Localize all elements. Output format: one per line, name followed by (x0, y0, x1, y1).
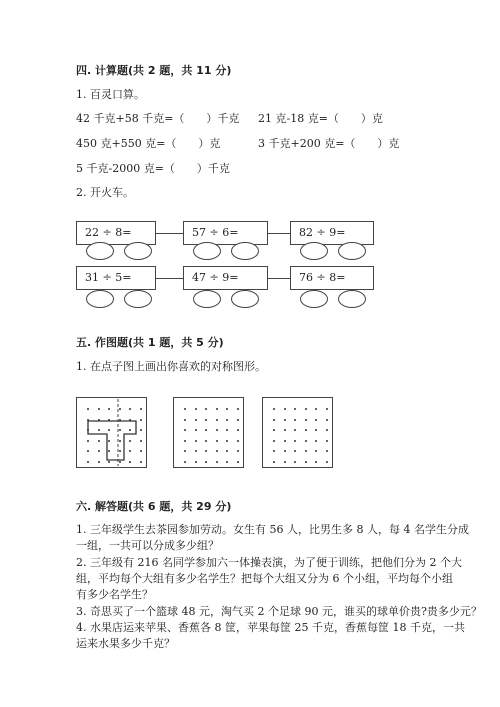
grid-dot (237, 450, 239, 452)
train-wheel (124, 290, 152, 308)
grid-dot (284, 429, 286, 431)
grid-dot (119, 440, 121, 442)
train-car: 47 ÷ 9= (183, 266, 268, 290)
word-problem-4 (76, 620, 465, 652)
section4-title: 四. 计算题(共 2 题，共 11 分) (76, 64, 232, 77)
grid-dot (294, 450, 296, 452)
grid-dot (294, 429, 296, 431)
problem-line: 3. 奇思买了一个篮球 48 元，淘气买 2 个足球 90 元，谁买的球单价贵?贵多少元？ (76, 605, 482, 618)
grid-dot (216, 440, 218, 442)
train-link (156, 278, 183, 279)
oral-question: 450 克+550 克=（ ）克 (76, 137, 221, 150)
dot-grid-example (76, 397, 147, 468)
train-wheel (193, 242, 221, 260)
grid-dot (129, 461, 131, 463)
grid-dot (87, 419, 89, 421)
grid-dot (119, 450, 121, 452)
problem-line: 4. 水果店运来苹果、香蕉各 8 筐，苹果每筐 25 千克，香蕉每筐 18 千克，一共 (76, 621, 465, 634)
grid-dot (195, 461, 197, 463)
grid-dot (305, 461, 307, 463)
grid-dot (284, 461, 286, 463)
train-link (156, 233, 183, 234)
grid-dot (305, 450, 307, 452)
grid-dot (273, 440, 275, 442)
train-car: 22 ÷ 8= (76, 221, 156, 245)
grid-dot (140, 408, 142, 410)
train-wheel (86, 290, 114, 308)
grid-dot (140, 429, 142, 431)
grid-dot (226, 450, 228, 452)
grid-dot (273, 429, 275, 431)
grid-dot (305, 429, 307, 431)
grid-dot (108, 450, 110, 452)
train-wheel (193, 290, 221, 308)
q1-label: 1. 百灵口算。 (76, 88, 145, 101)
grid-dot (315, 429, 317, 431)
grid-dot (98, 461, 100, 463)
grid-dot (119, 408, 121, 410)
grid-dot (129, 429, 131, 431)
grid-dot (315, 408, 317, 410)
oral-question: 42 千克+58 千克=（ ）千克 (76, 112, 240, 125)
grid-dot (119, 461, 121, 463)
grid-dot (326, 408, 328, 410)
grid-dot (205, 419, 207, 421)
grid-dot (195, 408, 197, 410)
train-wheel (300, 242, 328, 260)
grid-dot (140, 440, 142, 442)
train-wheel (86, 242, 114, 260)
q2-label: 2. 开火车。 (76, 186, 134, 199)
grid-dot (237, 419, 239, 421)
problem-line: 运来水果多少千克？ (76, 637, 175, 650)
grid-dot (216, 429, 218, 431)
dot-grid[interactable] (262, 397, 333, 468)
grid-dot (205, 408, 207, 410)
section6-title: 六. 解答题(共 6 题，共 29 分) (76, 500, 232, 513)
grid-dot (226, 440, 228, 442)
grid-dot (129, 419, 131, 421)
grid-dot (273, 419, 275, 421)
grid-dot (305, 408, 307, 410)
grid-dot (87, 408, 89, 410)
grid-dot (98, 440, 100, 442)
grid-dot (87, 440, 89, 442)
grid-dot (284, 419, 286, 421)
grid-dot (237, 429, 239, 431)
train-wheel (338, 242, 366, 260)
grid-dot (294, 419, 296, 421)
grid-dot (284, 440, 286, 442)
grid-dot (273, 408, 275, 410)
grid-dot (315, 419, 317, 421)
oral-question: 3 千克+200 克=（ ）克 (258, 137, 400, 150)
grid-dot (98, 419, 100, 421)
grid-dot (129, 450, 131, 452)
grid-dot (216, 408, 218, 410)
grid-dot (226, 461, 228, 463)
train-wheel (338, 290, 366, 308)
grid-dot (216, 450, 218, 452)
grid-dot (284, 408, 286, 410)
section5-title: 五. 作图题(共 1 题，共 5 分) (76, 336, 224, 349)
grid-dot (87, 429, 89, 431)
grid-dot (315, 461, 317, 463)
grid-dot (184, 450, 186, 452)
grid-dot (326, 461, 328, 463)
grid-dot (87, 450, 89, 452)
grid-dot (108, 461, 110, 463)
train-wheel (124, 242, 152, 260)
dot-grid[interactable] (173, 397, 244, 468)
grid-dot (216, 461, 218, 463)
grid-dot (195, 450, 197, 452)
grid-dot (284, 450, 286, 452)
problem-line: 1. 三年级学生去茶园参加劳动。女生有 56 人，比男生多 8 人，每 4 名学生分成 (76, 523, 469, 536)
problem-line: 组，平均每个大组有多少名学生？把每个大组又分为 6 个小组，平均每个小组 (76, 572, 453, 585)
grid-dot (140, 461, 142, 463)
train-link (268, 233, 290, 234)
grid-dot (294, 461, 296, 463)
grid-dot (184, 440, 186, 442)
problem-line: 一组，一共可以分成多少组？ (76, 539, 219, 552)
grid-dot (108, 419, 110, 421)
word-problem-3 (76, 604, 482, 620)
grid-dot (315, 450, 317, 452)
grid-dot (294, 440, 296, 442)
grid-dot (294, 408, 296, 410)
grid-dot (326, 419, 328, 421)
grid-dot (315, 440, 317, 442)
grid-dot (205, 429, 207, 431)
train-car: 82 ÷ 9= (290, 221, 374, 245)
word-problem-1 (76, 522, 469, 554)
oral-question: 5 千克-2000 克=（ ）千克 (76, 162, 230, 175)
train-wheel (231, 242, 259, 260)
grid-dot (108, 408, 110, 410)
grid-dot (195, 440, 197, 442)
grid-dot (273, 461, 275, 463)
train-wheel (300, 290, 328, 308)
grid-dot (273, 450, 275, 452)
grid-dot (326, 440, 328, 442)
train-car: 76 ÷ 8= (290, 266, 374, 290)
grid-dot (119, 429, 121, 431)
grid-dot (226, 429, 228, 431)
grid-dot (98, 408, 100, 410)
grid-dot (305, 440, 307, 442)
grid-dot (140, 419, 142, 421)
problem-line: 有多少名学生？ (76, 588, 153, 601)
grid-dot (326, 429, 328, 431)
grid-dot (108, 440, 110, 442)
grid-dot (205, 440, 207, 442)
grid-dot (195, 429, 197, 431)
grid-dot (87, 461, 89, 463)
train-link (268, 278, 290, 279)
train-car: 57 ÷ 6= (183, 221, 268, 245)
grid-dot (184, 461, 186, 463)
drawing-instruction: 1. 在点子图上画出你喜欢的对称图形。 (76, 360, 266, 373)
train-wheel (231, 290, 259, 308)
oral-question: 21 克-18 克=（ ）克 (258, 112, 383, 125)
grid-dot (237, 408, 239, 410)
grid-dot (184, 419, 186, 421)
grid-dot (226, 419, 228, 421)
grid-dot (129, 440, 131, 442)
grid-dot (226, 408, 228, 410)
grid-dot (216, 419, 218, 421)
grid-dot (119, 419, 121, 421)
word-problem-2 (76, 555, 462, 603)
grid-dot (108, 429, 110, 431)
grid-dot (326, 450, 328, 452)
grid-dot (205, 461, 207, 463)
grid-dot (305, 419, 307, 421)
grid-dot (195, 419, 197, 421)
grid-dot (140, 450, 142, 452)
grid-dot (129, 408, 131, 410)
grid-dot (205, 450, 207, 452)
grid-dot (98, 429, 100, 431)
grid-dot (237, 440, 239, 442)
grid-dot (184, 408, 186, 410)
grid-dot (184, 429, 186, 431)
problem-line: 2. 三年级有 216 名同学参加六一体操表演，为了便于训练，把他们分为 2 个大 (76, 556, 462, 569)
grid-dot (237, 461, 239, 463)
train-car: 31 ÷ 5= (76, 266, 156, 290)
grid-dot (98, 450, 100, 452)
